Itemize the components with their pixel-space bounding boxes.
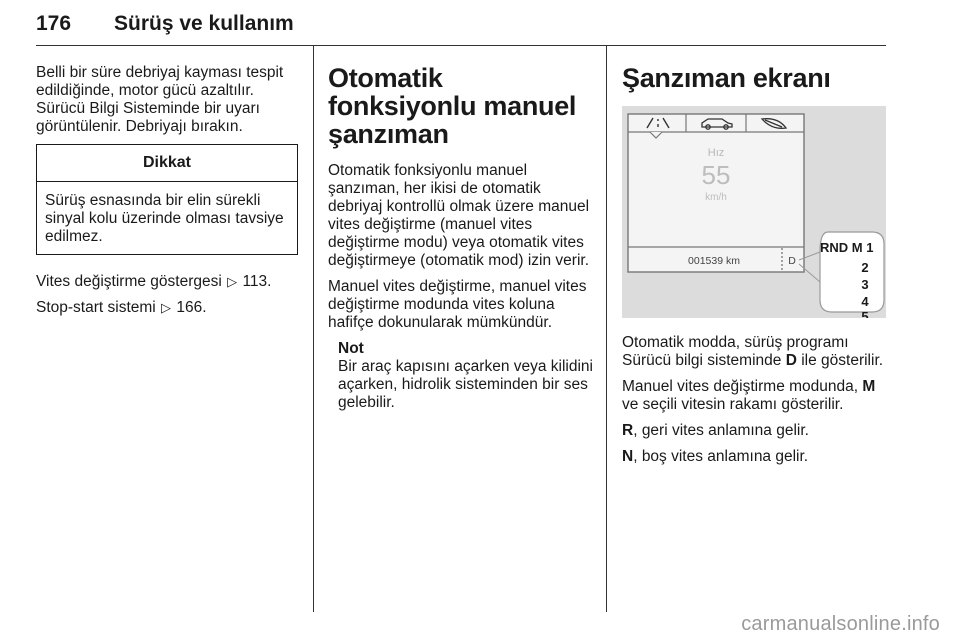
heading-automated-manual: Otomatik fonksiyonlu manuel şanzıman: [328, 63, 577, 149]
gear-5: 5: [861, 309, 869, 318]
automatic-mode-paragraph: Otomatik modda, sürüş programı Sürücü bilgi sisteminde D ile gösterilir.: [622, 334, 884, 369]
gear-3: 3: [861, 277, 869, 292]
caution-text: Sürüş esnasında bir elin sürekli sinyal kolu üzerinde olması tavsiye edilmez.: [45, 192, 284, 245]
neutral-paragraph: N, boş vites anlamına gelir.: [622, 448, 809, 465]
column-divider-1: [313, 46, 314, 612]
reference-shift-indicator[interactable]: Vites değiştirme göstergesi ▷ 113.: [36, 273, 272, 290]
column-2: [328, 64, 593, 412]
column-3: [622, 64, 888, 474]
speed-unit: km/h: [705, 192, 727, 203]
display-illustration: [622, 106, 886, 318]
page-header: [36, 12, 886, 42]
note-block: [338, 340, 593, 412]
manual-shift-paragraph: Manuel vites değiştirme, manuel vites değiştirme modunda vites koluna hafifçe dokunularak mümkündür.: [328, 278, 587, 331]
page-reference-icon: ▷: [227, 274, 238, 289]
gear-sequence: RND M 1: [820, 240, 874, 255]
manual-mode-paragraph: Manuel vites değiştirme modunda, M ve seçili vitesin rakamı gösterilir.: [622, 378, 876, 413]
current-gear-readout: D: [788, 255, 796, 267]
caution-box: [36, 144, 298, 255]
section-title: Sürüş ve kullanım: [114, 12, 294, 35]
column-1: [36, 64, 298, 325]
page-reference-icon: ▷: [161, 300, 172, 315]
caution-title: Dikkat: [37, 145, 297, 182]
site-watermark: carmanualsonline.info: [741, 613, 940, 635]
header-rule: [36, 45, 886, 46]
heading-transmission-display: Şanzıman ekranı: [622, 63, 831, 93]
reverse-paragraph: R, geri vites anlamına gelir.: [622, 422, 809, 439]
note-text: Bir araç kapısını açarken veya kilidini açarken, hidrolik sisteminden bir ses gelebilir.: [338, 358, 594, 411]
note-title: Not: [338, 340, 364, 357]
gear-4: 4: [861, 294, 869, 309]
gear-2: 2: [861, 260, 869, 275]
reference-stop-start[interactable]: Stop-start sistemi ▷ 166.: [36, 299, 207, 316]
transmission-display-figure: [622, 106, 886, 318]
column-divider-2: [606, 46, 607, 612]
clutch-slip-paragraph: Belli bir süre debriyaj kayması tespit edildiğinde, motor gücü azaltılır. Sürücü Bilgi Sisteminde bir uyarı görüntülenir. Debriyajı bırakın.: [36, 64, 284, 135]
automated-manual-paragraph: Otomatik fonksiyonlu manuel şanzıman, her ikisi de otomatik debriyaj kontrollü olmak üzere manuel vites değiştirme (manuel vites değiştirme modu) veya otomatik vites değiştirmeye (otomatik mod) izin verir.: [328, 162, 590, 269]
odometer-readout: 001539 km: [688, 255, 740, 267]
page-number: 176: [36, 12, 72, 35]
speed-value: 55: [701, 160, 731, 190]
speed-label: Hız: [707, 147, 725, 159]
